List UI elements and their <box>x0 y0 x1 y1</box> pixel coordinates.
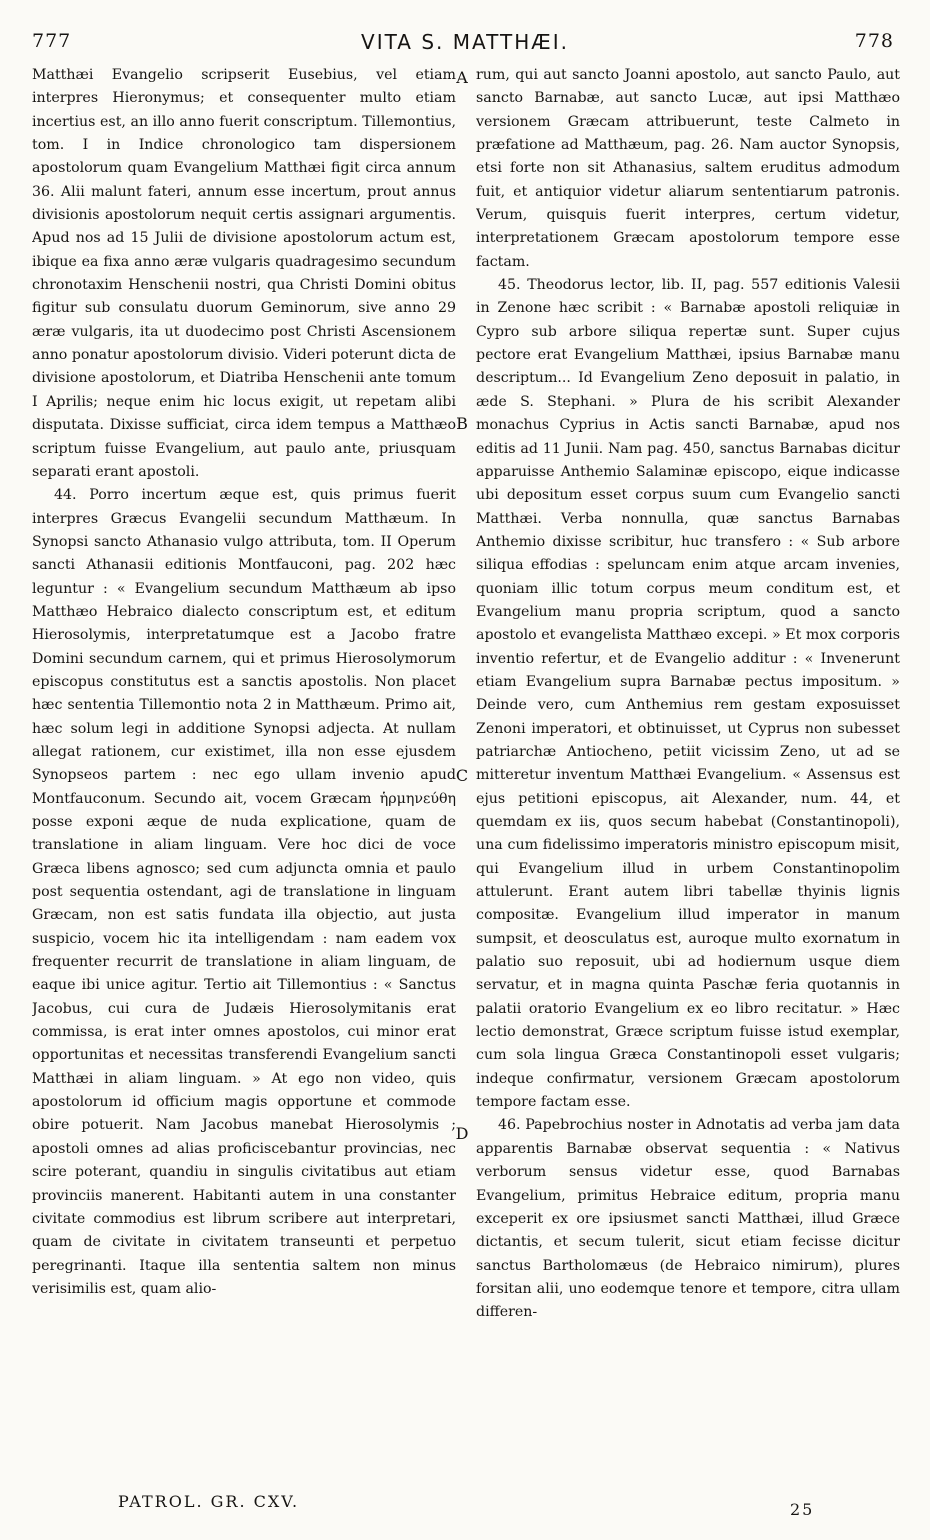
footer-signature: PATROL. GR. CXV. <box>118 1492 300 1511</box>
paragraph: rum, qui aut sancto Joanni apostolo, aut sancto Paulo, aut sancto Barnabæ, aut sancto Lucæ, aut ipsi Matthæo versionem Græcam attribuerunt, teste Calmeto in præfatione ad Matthæum, pag. 26. Nam auctor Synopsis, etsi forte non sit Athanasius, saltem eruditus admodum fuit, et antiquior videtur aliarum sententiarum patronis. Verum, quisquis fuerit interpres, certum videtur, interpretationem Græcam apostolorum tempore esse factam. <box>476 67 900 270</box>
paragraph: 44. Porro incertum æque est, quis primus fuerit interpres Græcus Evangelii secundum Matthæum. In Synopsi sancto Athanasio vulgo attributa, tom. II Operum sancti Athanasii editionis Montfauconi, pag. 202 hæc leguntur : « Evangelium secundum Matthæum ab ipso Matthæo Hebraico dialecto conscriptum est, et editum Hierosolymis, interpretatumque est a Jacobo fratre Domini secundum carnem, qui et primus Hierosolymorum episcopus constitutus est a sanctis apostolis. Non placet hæc sententia Tillemontio nota 2 in Matthæum. Primo ait, hæc solum legi in additione Synopsi adjecta. At nullam allegat rationem, cur existimet, illa non esse ejusdem Synopseos partem : nec ego ullam invenio apud Montfauconum. Secundo ait, vocem Græcam ἡρμηνεύθη posse exponi æque de nuda explicatione, quam de translatione in aliam linguam. Vere hoc dici de voce Græca libens agnosco; sed cum adjuncta omnia et paulo post sequentia ostendant, agi de translatione in linguam Græcam, non est satis fundata illa objectio, aut justa suspicio, vocem hic ita intelligendam : nam eadem vox frequenter recurrit de translatione in aliam linguam, de eaque ibi unice agitur. Tertio ait Tillemontius : « Sanctus Jacobus, cui cura de Judæis Hierosolymitanis erat commissa, is erat inter omnes apostolos, cui minor erat opportunitas et necessitas transferendi Evangelium sancti Matthæi in aliam linguam. » At ego non video, quis apostolorum id officium magis opportune et commode obire potuerit. Nam Jacobus manebat Hierosolymis ; apostoli omnes ad alias proficiscebantur provincias, nec scire poterant, quandiu in singulis civitatibus aut etiam provinciis manerent. Habitanti autem in una constanter civitate commodius est librum scribere aut interpretari, quam de civitate in civitatem transeunti et perpetuo peregrinanti. Itaque illa sententia saltem non minus verisimilis est, quam alio- <box>32 487 456 1297</box>
footer-number: 25 <box>790 1500 815 1519</box>
margin-letter-b: B <box>456 414 468 433</box>
margin-letter-c: C <box>455 766 469 785</box>
paragraph: Matthæi Evangelio scripserit Eusebius, vel etiam interpres Hieronymus; et consequenter multo etiam incertius est, an illo anno fuerit conscriptum. Tillemontius, tom. I in Indice chronologico tam dispersionem apostolorum quam Evangelium Matthæi figit circa annum 36. Alii malunt fateri, annum esse incertum, prout annus divisionis apostolorum nequit certis assignari argumentis. Apud nos ad 15 Julii de divisione apostolorum actum est, ibique ea fixa anno æræ vulgaris quadragesimo secundum chronotaxim Henschenii nostri, qua Christi Domini obitus figitur sub consulatu duorum Geminorum, sive anno 29 æræ vulgaris, ita ut duodecimo post Christi Ascensionem anno ponatur apostolorum divisio. Videri poterunt dicta de divisione apostolorum, et Diatriba Henschenii ante tomum I Aprilis; neque enim hic locus exigit, ut repetam alibi disputata. Dixisse sufficiat, circa idem tempus a Matthæo scriptum fuisse Evangelium, aut paulo ante, priusquam separati erant apostoli. <box>32 67 456 480</box>
margin-letter-d: D <box>455 1124 469 1143</box>
paragraph: 46. Papebrochius noster in Adnotatis ad verba jam data apparentis Barnabæ observat sequentia : « Nativus verborum sensus videtur esse, quod Barnabas Evangelium, primitus Hebraice editum, propria manu exceperit ex ore ipsiusmet sancti Matthæi, illud Græce dictantis, et secum tulerit, sicut etiam fecisse dicitur sanctus Bartholomæus (de Hebraico nimirum), plures forsitan alii, uno eodemque tenore et tempore, citra ullam differen- <box>476 1117 900 1321</box>
left-column <box>32 64 456 1489</box>
margin-letter-a: A <box>456 68 468 87</box>
page-number-right: 778 <box>854 30 894 52</box>
running-title: VITA S. MATTHÆI. <box>361 30 569 54</box>
paragraph: 45. Theodorus lector, lib. II, pag. 557 editionis Valesii in Zenone hæc scribit : « Barnabæ apostoli reliquiæ in Cypro sub arbore siliqua repertæ sunt. Super cujus pectore erat Evangelium Matthæi, ipsius Barnabæ manu descriptum... Id Evangelium Zeno deposuit in palatio, in æde S. Stephani. » Plura de his scribit Alexander monachus Cyprius in Actis sancti Barnabæ, apud nos editis ad 11 Junii. Nam pag. 450, sanctus Barnabas dicitur apparuisse Anthemio Salaminæ episcopo, eique indicasse ubi depositum esset corpus suum cum Evangelio sancti Matthæi. Verba nonnulla, quæ sanctus Barnabas Anthemio dixisse scribitur, huc transfero : « Sub arbore siliqua effodias : speluncam enim atque arcam invenies, quoniam illic totum corpus meum conditum est, et Evangelium manu propria scriptum, quod a sancto apostolo et evangelista Matthæo excepi. » Et mox corporis inventio refertur, et de Evangelio additur : « Invenerunt etiam Evangelium supra Barnabæ pectus impositum. » Deinde vero, cum Anthemius rem gestam exposuisset Zenoni imperatori, et obtinuisset, ut Cyprus non subesset patriarchæ Antiocheno, petiit vicissim Zeno, ut ad se mitteretur inventum Matthæi Evangelium. « Assensus est ejus petitioni episcopus, ait Alexander, num. 44, et quemdam ex iis, quos secum habebat (Constantinopoli), una cum fidelissimo imperatoris ministro episcopum misit, qui Evangelium illud in urbem Constantinopolim attulerunt. Erant autem libri tabellæ thyinis lignis compositæ. Evangelium illud imperator in manum sumpsit, et deosculatus est, auroque multo exornatum in palatio suo reposuit, ubi ad hodiernum usque diem servatur, et in magna quinta Paschæ feria quotannis in palatii oratorio Evangelium ex eo libro recitatur. » Hæc lectio demonstrat, Græce scriptum fuisse istud exemplar, cum sola lingua Græca Constantinopoli esset vulgaris; indeque confirmatur, versionem Græcam apostolorum tempore factam esse. <box>476 277 900 1111</box>
page-number-left: 777 <box>32 30 72 52</box>
right-column <box>476 64 900 1489</box>
